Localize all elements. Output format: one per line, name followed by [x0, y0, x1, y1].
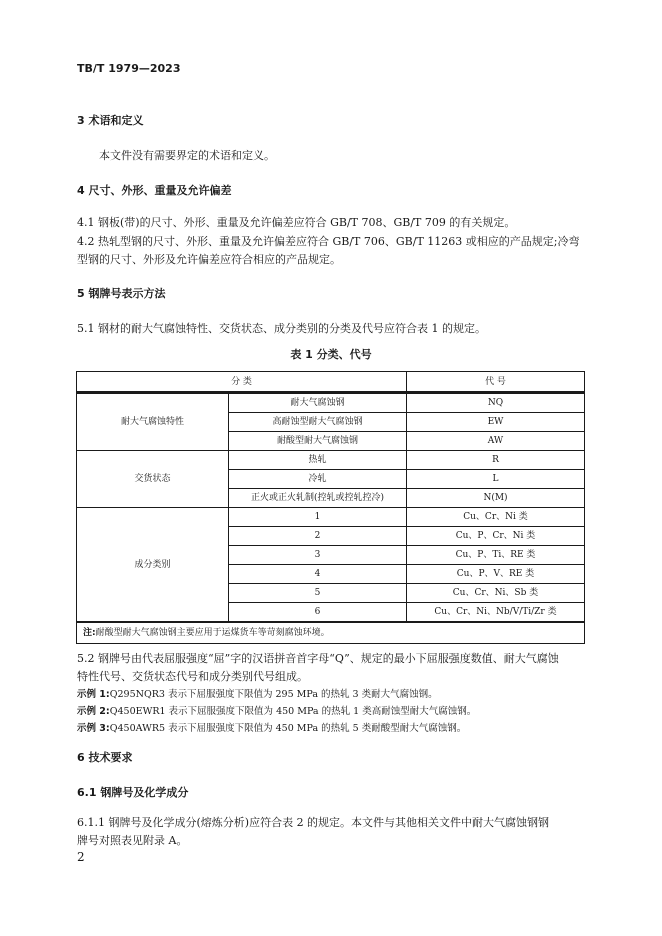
page-number: 2 — [77, 850, 85, 864]
section-6-title: 6 技术要求 — [77, 751, 133, 764]
code-cell: N(M) — [407, 489, 585, 508]
table-note — [77, 622, 585, 644]
code-cell: EW — [407, 413, 585, 432]
example-2-text: Q450EWR1 表示下屈服强度下限值为 450 MPa 的热轧 1 类高耐蚀型耐大气腐蚀钢。 — [109, 706, 477, 717]
sub-category: 热轧 — [229, 451, 407, 470]
example-3 — [77, 720, 466, 734]
sub-category: 5 — [229, 584, 407, 603]
sub-category: 冷轧 — [229, 470, 407, 489]
sub-category: 6 — [229, 603, 407, 623]
example-2-label: 示例 2: — [77, 706, 110, 717]
section-3-text: 本文件没有需要界定的术语和定义。 — [99, 149, 275, 162]
clause-5-2-line-2: 特性代号、交货状态代号和成分类别代号组成。 — [77, 670, 308, 683]
clause-4-2-line-2: 型钢的尺寸、外形及允许偏差应符合相应的产品规定。 — [77, 253, 341, 266]
clause-5-2-line-1: 5.2 钢牌号由代表屈服强度“屈”字的汉语拼音首字母“Q”、规定的最小下屈服强度数值、耐大气腐蚀 — [77, 652, 559, 665]
section-5-title: 5 钢牌号表示方法 — [77, 287, 166, 300]
code-cell: Cu、P、Cr、Ni 类 — [407, 527, 585, 546]
code-cell: R — [407, 451, 585, 470]
clause-6-1-1-line-2: 牌号对照表见附录 A。 — [77, 834, 188, 847]
table-row — [77, 508, 585, 527]
table-note-row — [77, 622, 585, 644]
table-header-row — [77, 372, 585, 393]
example-3-text: Q450AWR5 表示下屈服强度下限值为 450 MPa 的热轧 5 类耐酸型耐大气腐蚀钢。 — [109, 723, 467, 734]
section-3-title: 3 术语和定义 — [77, 114, 144, 127]
example-1 — [77, 686, 438, 700]
section-6-1-title: 6.1 钢牌号及化学成分 — [77, 786, 189, 799]
sub-category: 1 — [229, 508, 407, 527]
table-row — [77, 451, 585, 470]
example-2 — [77, 703, 476, 717]
code-cell: Cu、P、Ti、RE 类 — [407, 546, 585, 565]
sub-category: 4 — [229, 565, 407, 584]
note-text: 耐酸型耐大气腐蚀钢主要应用于运煤货车等苛刻腐蚀环境。 — [95, 628, 330, 638]
header-category: 分 类 — [77, 372, 407, 393]
table-row — [77, 394, 585, 413]
group-name: 耐大气腐蚀特性 — [77, 394, 229, 451]
table-1 — [76, 371, 585, 644]
header-code: 代 号 — [407, 372, 585, 393]
table-1-title: 表 1 分类、代号 — [290, 348, 372, 361]
sub-category: 高耐蚀型耐大气腐蚀钢 — [229, 413, 407, 432]
sub-category: 耐大气腐蚀钢 — [229, 394, 407, 413]
code-cell: Cu、P、V、RE 类 — [407, 565, 585, 584]
code-cell: L — [407, 470, 585, 489]
example-1-text: Q295NQR3 表示下屈服强度下限值为 295 MPa 的热轧 3 类耐大气腐蚀钢。 — [109, 689, 438, 700]
group-name: 交货状态 — [77, 451, 229, 508]
sub-category: 耐酸型耐大气腐蚀钢 — [229, 432, 407, 451]
clause-6-1-1-line-1: 6.1.1 钢牌号及化学成分(熔炼分析)应符合表 2 的规定。本文件与其他相关文件中耐大气腐蚀钢钢 — [77, 816, 550, 829]
clause-5-1: 5.1 钢材的耐大气腐蚀特性、交货状态、成分类别的分类及代号应符合表 1 的规定。 — [77, 322, 486, 335]
example-3-label: 示例 3: — [77, 723, 110, 734]
note-label: 注: — [83, 628, 96, 638]
code-cell: NQ — [407, 394, 585, 413]
clause-4-1: 4.1 钢板(带)的尺寸、外形、重量及允许偏差应符合 GB/T 708、GB/T 709 的有关规定。 — [77, 216, 516, 229]
group-name: 成分类别 — [77, 508, 229, 623]
code-cell: Cu、Cr、Ni 类 — [407, 508, 585, 527]
standard-number: TB/T 1979—2023 — [77, 62, 181, 75]
code-cell: Cu、Cr、Ni、Nb/V/Ti/Zr 类 — [407, 603, 585, 623]
code-cell: AW — [407, 432, 585, 451]
sub-category: 正火或正火轧制(控轧或控轧控冷) — [229, 489, 407, 508]
sub-category: 2 — [229, 527, 407, 546]
sub-category: 3 — [229, 546, 407, 565]
example-1-label: 示例 1: — [77, 689, 110, 700]
section-4-title: 4 尺寸、外形、重量及允许偏差 — [77, 184, 232, 197]
code-cell: Cu、Cr、Ni、Sb 类 — [407, 584, 585, 603]
clause-4-2-line-1: 4.2 热轧型钢的尺寸、外形、重量及允许偏差应符合 GB/T 706、GB/T 11263 或相应的产品规定;冷弯 — [77, 235, 580, 248]
